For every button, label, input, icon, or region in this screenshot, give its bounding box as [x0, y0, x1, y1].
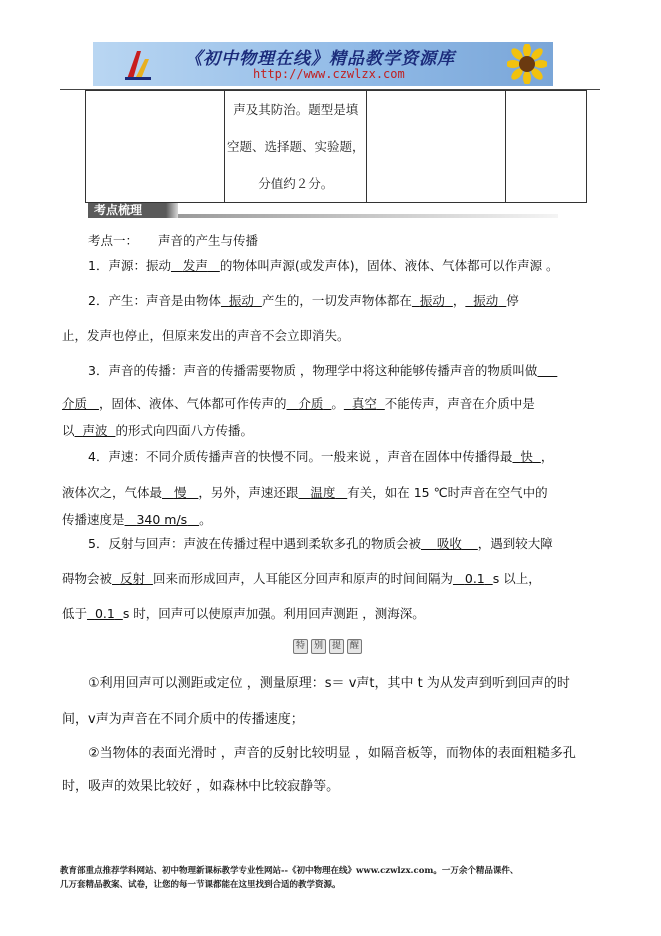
answer-blank — [344, 396, 385, 411]
table-cell — [86, 91, 225, 203]
table-cell — [367, 91, 506, 203]
answer-text: 真空 — [351, 396, 377, 411]
answer-blank — [286, 396, 331, 411]
item-4-cont2 — [62, 510, 212, 528]
answer-blank — [412, 293, 453, 308]
section-bar-cap — [166, 203, 178, 218]
tip-1-line2: 间，v声为声音在不同介质中的传播速度； — [62, 712, 304, 727]
footer-line-2: 几万套精品教案、试卷，让您的每一节课都能在这里找到合适的教学资源。 — [60, 880, 341, 890]
sunflower-icon — [507, 44, 547, 84]
tip-1-line1: ①利用回声可以测距或定位 ，测量原理：s＝ v声t，其中 t 为从发声到听到回声的时 — [88, 676, 570, 691]
table-cell-line: 空题、选择题、实验题， — [226, 139, 365, 154]
answer-text: 温度 — [310, 485, 336, 500]
table-cell — [506, 91, 587, 203]
item-5-cont2 — [62, 604, 425, 622]
answer-text: 吸收 — [436, 536, 462, 551]
site-logo-icon — [123, 47, 153, 81]
section-bar-line — [178, 214, 558, 218]
item-text: 的物体叫声源(或发声体)，固体、液体、气体都可以作声源 。 — [219, 258, 559, 273]
answer-blank — [221, 293, 262, 308]
answer-blank — [298, 485, 347, 500]
banner-url[interactable]: http://www.czwlzx.com — [253, 67, 405, 81]
item-text: 。 — [331, 396, 344, 411]
answer-text: 反射 — [119, 571, 145, 586]
topic-heading — [88, 231, 258, 249]
answer-blank — [421, 536, 478, 551]
answer-text: 介质 — [62, 396, 88, 411]
item-text: 4．声速：不同介质传播声音的快慢不同。一般来说 ，声音在固体中传播得最 — [88, 449, 513, 464]
tip-2-line2: 时，吸声的效果比较好 ，如森林中比较寂静等。 — [62, 779, 340, 794]
item-text: 以 — [62, 423, 75, 438]
answer-blank — [162, 485, 198, 500]
answer-text: 慢 — [173, 485, 187, 500]
item-text: s 时，回声可以使原声加强。利用回声测距 ，测海深。 — [122, 606, 425, 621]
tip-char: 别 — [311, 639, 326, 654]
answer-text: 振动 — [228, 293, 254, 308]
answer-text: 快 — [520, 449, 533, 464]
answer-text: 0.1 — [94, 606, 115, 621]
exam-info-table — [85, 90, 587, 203]
item-4 — [88, 447, 553, 465]
footer-line-1: 教育部重点推荐学科网站、初中物理新课标教学专业性网站--《初中物理在线》www.czwlzx.com。一万余个精品课件、 — [60, 866, 519, 876]
item-text: 碍物会被 — [62, 571, 113, 586]
item-text: 5．反射与回声：声波在传播过程中遇到柔软多孔的物质会被 — [88, 536, 421, 551]
item-text: s 以上， — [492, 571, 541, 586]
answer-blank — [125, 512, 200, 527]
item-5-cont — [62, 569, 541, 587]
special-tip-badge — [293, 633, 365, 651]
item-text: 1．声源：振动 — [88, 258, 171, 273]
item-text: ，另外，声速还跟 — [198, 485, 299, 500]
tip-char: 特 — [293, 639, 308, 654]
item-text: 产生的，一切发声物体都在 — [261, 293, 412, 308]
item-text: 回来而形成回声，人耳能区分回声和原声的时间间隔为 — [152, 571, 453, 586]
item-2 — [88, 291, 519, 309]
answer-blank — [465, 293, 506, 308]
item-text: 停 — [506, 293, 519, 308]
header-banner — [93, 42, 553, 86]
answer-blank — [537, 363, 557, 378]
item-text: ， — [540, 449, 554, 464]
tip-char: 醒 — [347, 639, 362, 654]
answer-blank — [75, 423, 116, 438]
answer-blank — [453, 571, 493, 586]
answer-blank — [171, 258, 220, 273]
answer-blank — [512, 449, 540, 464]
topic-title: 声音的产生与传播 — [158, 233, 259, 248]
item-text: ， — [452, 293, 466, 308]
section-heading — [88, 203, 558, 218]
item-1 — [88, 256, 559, 274]
answer-text: 介质 — [298, 396, 324, 411]
answer-text: 振动 — [419, 293, 445, 308]
item-text: 传播速度是 — [62, 512, 125, 527]
item-3 — [88, 361, 557, 379]
answer-blank — [87, 606, 123, 621]
item-text: ，遇到较大障 — [477, 536, 553, 551]
topic-prefix: 考点一： — [88, 233, 139, 248]
section-label: 考点梳理 — [88, 203, 166, 218]
item-text: 3．声音的传播：声音的传播需要物质 ，物理学中将这种能够传播声音的物质叫做 — [88, 363, 538, 378]
item-text: 。 — [199, 512, 212, 527]
tip-char: 提 — [329, 639, 344, 654]
answer-text: 振动 — [473, 293, 499, 308]
item-text: ，固体、液体、气体都可作传声的 — [98, 396, 287, 411]
banner-title: 《初中物理在线》精品教学资源库 — [185, 49, 455, 69]
item-text: 低于 — [62, 606, 88, 621]
answer-text: 340 m/s — [136, 512, 188, 527]
item-2-cont: 止，发声也停止，但原来发出的声音不会立即消失。 — [62, 328, 350, 343]
item-3-cont — [62, 394, 535, 412]
item-text: 的形式向四面八方传播。 — [115, 423, 253, 438]
answer-blank — [62, 396, 99, 411]
item-3-cont2 — [62, 421, 253, 439]
table-cell-line: 分值约２分。 — [258, 176, 334, 191]
item-text: 2．产生：声音是由物体 — [88, 293, 221, 308]
item-5 — [88, 534, 553, 552]
table-cell-line: 声及其防治。题型是填 — [233, 102, 359, 117]
answer-text: 0.1 — [464, 571, 485, 586]
table-cell — [225, 91, 367, 203]
answer-text: 发声 — [182, 258, 208, 273]
tip-2-line1: ②当物体的表面光滑时 ，声音的反射比较明显 ，如隔音板等，而物体的表面粗糙多孔 — [88, 746, 576, 761]
answer-text: 声波 — [82, 423, 108, 438]
answer-blank — [112, 571, 153, 586]
item-text: 有关，如在 15 ℃时声音在空气中的 — [347, 485, 548, 500]
item-4-cont — [62, 483, 548, 501]
item-text: 不能传声，声音在介质中是 — [384, 396, 535, 411]
item-text: 液体次之，气体最 — [62, 485, 163, 500]
